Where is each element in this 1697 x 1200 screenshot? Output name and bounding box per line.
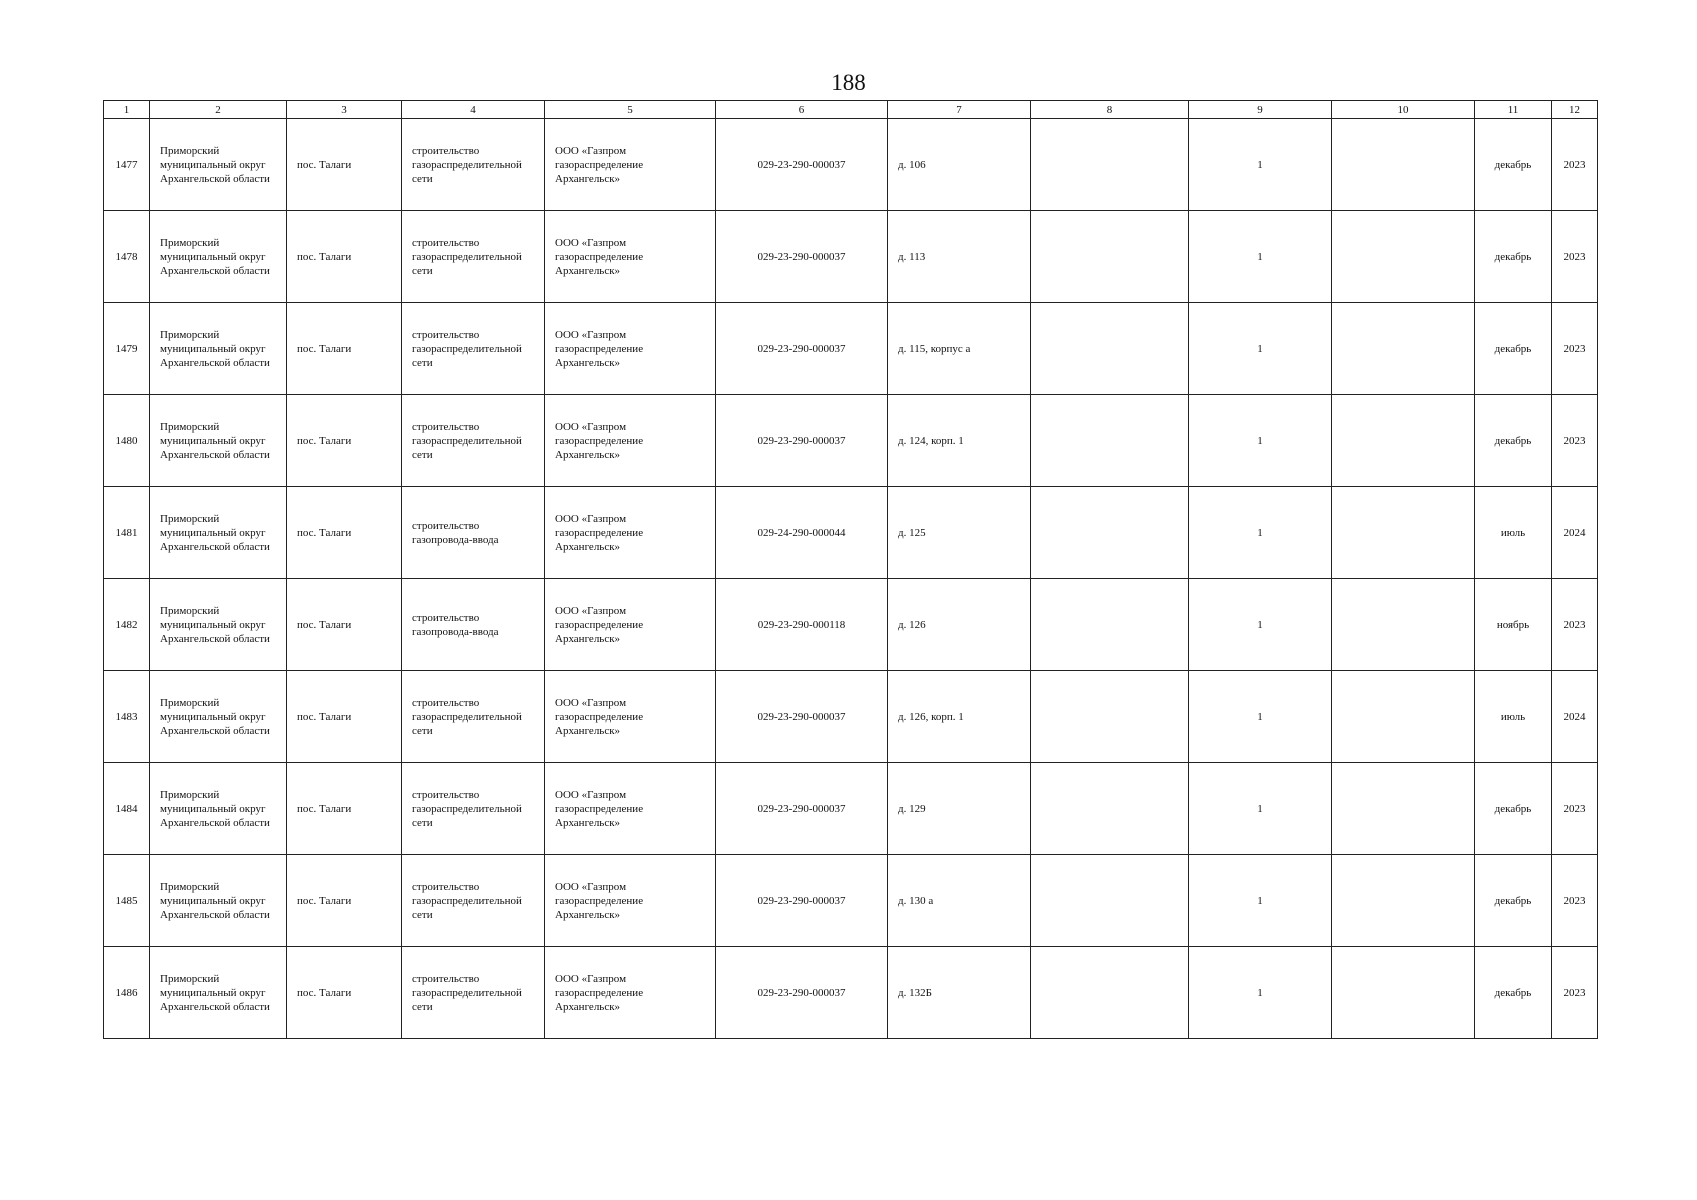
district-cell: Приморский муниципальный округ Архангельской области <box>150 579 287 671</box>
count-cell: 1 <box>1189 119 1332 211</box>
row-number-cell: 1477 <box>104 119 150 211</box>
table-row <box>104 855 1598 947</box>
column-header: 11 <box>1475 101 1552 119</box>
column-10-cell <box>1332 947 1475 1039</box>
count-cell: 1 <box>1189 855 1332 947</box>
month-cell: июль <box>1475 487 1552 579</box>
registry-table <box>103 100 1598 1039</box>
work-type-cell: строительство газопровода-ввода <box>402 579 545 671</box>
registry-code-cell: 029-23-290-000037 <box>716 119 888 211</box>
table-row <box>104 947 1598 1039</box>
column-header: 2 <box>150 101 287 119</box>
row-number-cell: 1482 <box>104 579 150 671</box>
district-cell: Приморский муниципальный округ Архангельской области <box>150 119 287 211</box>
work-type-cell: строительство газораспределительной сети <box>402 119 545 211</box>
count-cell: 1 <box>1189 303 1332 395</box>
month-cell: июль <box>1475 671 1552 763</box>
table-row <box>104 671 1598 763</box>
year-cell: 2023 <box>1552 763 1598 855</box>
column-8-cell <box>1031 855 1189 947</box>
locality-cell: пос. Талаги <box>287 579 402 671</box>
district-cell: Приморский муниципальный округ Архангельской области <box>150 671 287 763</box>
year-cell: 2023 <box>1552 947 1598 1039</box>
column-header: 1 <box>104 101 150 119</box>
year-cell: 2023 <box>1552 855 1598 947</box>
count-cell: 1 <box>1189 947 1332 1039</box>
house-address-cell: д. 126, корп. 1 <box>888 671 1031 763</box>
registry-code-cell: 029-23-290-000037 <box>716 855 888 947</box>
work-type-cell: строительство газораспределительной сети <box>402 855 545 947</box>
count-cell: 1 <box>1189 395 1332 487</box>
month-cell: декабрь <box>1475 947 1552 1039</box>
table-row <box>104 303 1598 395</box>
house-address-cell: д. 106 <box>888 119 1031 211</box>
locality-cell: пос. Талаги <box>287 763 402 855</box>
month-cell: декабрь <box>1475 303 1552 395</box>
column-8-cell <box>1031 119 1189 211</box>
organization-cell: ООО «Газпром газораспределение Архангельск» <box>545 303 716 395</box>
column-header: 8 <box>1031 101 1189 119</box>
column-8-cell <box>1031 303 1189 395</box>
work-type-cell: строительство газораспределительной сети <box>402 671 545 763</box>
work-type-cell: строительство газопровода-ввода <box>402 487 545 579</box>
column-10-cell <box>1332 579 1475 671</box>
district-cell: Приморский муниципальный округ Архангельской области <box>150 763 287 855</box>
district-cell: Приморский муниципальный округ Архангельской области <box>150 211 287 303</box>
table-row <box>104 763 1598 855</box>
table-row <box>104 395 1598 487</box>
column-8-cell <box>1031 947 1189 1039</box>
column-8-cell <box>1031 211 1189 303</box>
column-header: 7 <box>888 101 1031 119</box>
count-cell: 1 <box>1189 211 1332 303</box>
house-address-cell: д. 125 <box>888 487 1031 579</box>
table-row <box>104 487 1598 579</box>
column-10-cell <box>1332 487 1475 579</box>
work-type-cell: строительство газораспределительной сети <box>402 211 545 303</box>
month-cell: декабрь <box>1475 119 1552 211</box>
organization-cell: ООО «Газпром газораспределение Архангельск» <box>545 763 716 855</box>
registry-code-cell: 029-23-290-000037 <box>716 671 888 763</box>
registry-code-cell: 029-23-290-000037 <box>716 395 888 487</box>
row-number-cell: 1478 <box>104 211 150 303</box>
district-cell: Приморский муниципальный округ Архангельской области <box>150 855 287 947</box>
row-number-cell: 1480 <box>104 395 150 487</box>
count-cell: 1 <box>1189 579 1332 671</box>
locality-cell: пос. Талаги <box>287 671 402 763</box>
month-cell: декабрь <box>1475 763 1552 855</box>
year-cell: 2024 <box>1552 487 1598 579</box>
month-cell: декабрь <box>1475 855 1552 947</box>
month-cell: декабрь <box>1475 211 1552 303</box>
locality-cell: пос. Талаги <box>287 395 402 487</box>
organization-cell: ООО «Газпром газораспределение Архангельск» <box>545 119 716 211</box>
count-cell: 1 <box>1189 487 1332 579</box>
locality-cell: пос. Талаги <box>287 119 402 211</box>
registry-code-cell: 029-23-290-000118 <box>716 579 888 671</box>
registry-code-cell: 029-24-290-000044 <box>716 487 888 579</box>
registry-code-cell: 029-23-290-000037 <box>716 763 888 855</box>
column-10-cell <box>1332 395 1475 487</box>
locality-cell: пос. Талаги <box>287 303 402 395</box>
work-type-cell: строительство газораспределительной сети <box>402 947 545 1039</box>
locality-cell: пос. Талаги <box>287 487 402 579</box>
column-header: 10 <box>1332 101 1475 119</box>
table-row <box>104 579 1598 671</box>
column-header: 3 <box>287 101 402 119</box>
year-cell: 2023 <box>1552 395 1598 487</box>
column-10-cell <box>1332 763 1475 855</box>
count-cell: 1 <box>1189 763 1332 855</box>
organization-cell: ООО «Газпром газораспределение Архангельск» <box>545 671 716 763</box>
year-cell: 2024 <box>1552 671 1598 763</box>
organization-cell: ООО «Газпром газораспределение Архангельск» <box>545 947 716 1039</box>
month-cell: декабрь <box>1475 395 1552 487</box>
district-cell: Приморский муниципальный округ Архангельской области <box>150 947 287 1039</box>
organization-cell: ООО «Газпром газораспределение Архангельск» <box>545 855 716 947</box>
house-address-cell: д. 130 а <box>888 855 1031 947</box>
column-number-header-row <box>104 101 1598 119</box>
house-address-cell: д. 115, корпус а <box>888 303 1031 395</box>
row-number-cell: 1484 <box>104 763 150 855</box>
year-cell: 2023 <box>1552 211 1598 303</box>
column-header: 12 <box>1552 101 1598 119</box>
column-header: 4 <box>402 101 545 119</box>
column-10-cell <box>1332 119 1475 211</box>
locality-cell: пос. Талаги <box>287 211 402 303</box>
registry-code-cell: 029-23-290-000037 <box>716 303 888 395</box>
year-cell: 2023 <box>1552 303 1598 395</box>
district-cell: Приморский муниципальный округ Архангельской области <box>150 395 287 487</box>
column-8-cell <box>1031 487 1189 579</box>
table-row <box>104 119 1598 211</box>
registry-code-cell: 029-23-290-000037 <box>716 947 888 1039</box>
organization-cell: ООО «Газпром газораспределение Архангельск» <box>545 395 716 487</box>
district-cell: Приморский муниципальный округ Архангельской области <box>150 303 287 395</box>
column-10-cell <box>1332 303 1475 395</box>
work-type-cell: строительство газораспределительной сети <box>402 395 545 487</box>
column-header: 6 <box>716 101 888 119</box>
column-10-cell <box>1332 671 1475 763</box>
locality-cell: пос. Талаги <box>287 855 402 947</box>
column-10-cell <box>1332 855 1475 947</box>
house-address-cell: д. 126 <box>888 579 1031 671</box>
work-type-cell: строительство газораспределительной сети <box>402 763 545 855</box>
house-address-cell: д. 132Б <box>888 947 1031 1039</box>
page-number: 188 <box>831 70 866 95</box>
organization-cell: ООО «Газпром газораспределение Архангельск» <box>545 579 716 671</box>
registry-code-cell: 029-23-290-000037 <box>716 211 888 303</box>
organization-cell: ООО «Газпром газораспределение Архангельск» <box>545 487 716 579</box>
locality-cell: пос. Талаги <box>287 947 402 1039</box>
column-8-cell <box>1031 763 1189 855</box>
month-cell: ноябрь <box>1475 579 1552 671</box>
column-8-cell <box>1031 579 1189 671</box>
year-cell: 2023 <box>1552 119 1598 211</box>
house-address-cell: д. 124, корп. 1 <box>888 395 1031 487</box>
organization-cell: ООО «Газпром газораспределение Архангельск» <box>545 211 716 303</box>
house-address-cell: д. 113 <box>888 211 1031 303</box>
table-row <box>104 211 1598 303</box>
row-number-cell: 1481 <box>104 487 150 579</box>
year-cell: 2023 <box>1552 579 1598 671</box>
column-8-cell <box>1031 395 1189 487</box>
district-cell: Приморский муниципальный округ Архангельской области <box>150 487 287 579</box>
column-header: 9 <box>1189 101 1332 119</box>
work-type-cell: строительство газораспределительной сети <box>402 303 545 395</box>
row-number-cell: 1486 <box>104 947 150 1039</box>
column-10-cell <box>1332 211 1475 303</box>
row-number-cell: 1483 <box>104 671 150 763</box>
row-number-cell: 1485 <box>104 855 150 947</box>
count-cell: 1 <box>1189 671 1332 763</box>
column-header: 5 <box>545 101 716 119</box>
row-number-cell: 1479 <box>104 303 150 395</box>
column-8-cell <box>1031 671 1189 763</box>
house-address-cell: д. 129 <box>888 763 1031 855</box>
